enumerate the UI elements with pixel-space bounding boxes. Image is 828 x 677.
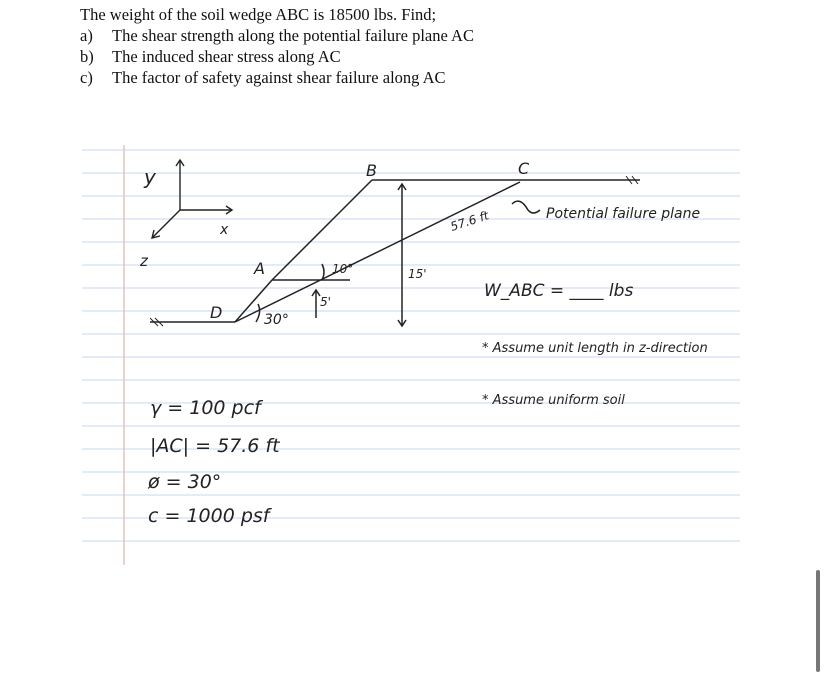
given-phi: ø = 30°: [148, 471, 222, 493]
given-gamma: γ = 100 pcf: [150, 397, 261, 419]
axis-z-label: z: [140, 252, 148, 270]
question-a-text: The shear strength along the potential failure plane AC: [112, 26, 474, 45]
question-b-label: b): [80, 47, 94, 66]
arc-30deg: [256, 304, 260, 322]
question-a-label: a): [80, 26, 93, 45]
assumption-unit-length: * Assume unit length in z-direction: [482, 341, 708, 356]
point-b-label: B: [366, 161, 377, 180]
height-15-label: 15': [408, 267, 427, 281]
question-c-label: c): [80, 68, 93, 87]
point-c-label: C: [518, 159, 530, 178]
point-a-label: A: [254, 259, 265, 278]
problem-intro: The weight of the soil wedge ABC is 18500 lbs. Find;: [80, 5, 437, 24]
question-c-text: The factor of safety against shear failure along AC: [112, 68, 446, 87]
angle-30-label: 30°: [264, 312, 289, 328]
angle-10-label: 10°: [332, 262, 354, 276]
failure-plane-ac: [235, 182, 520, 322]
failure-plane-note: Potential failure plane: [546, 206, 701, 222]
vertical-scrollbar[interactable]: [816, 570, 820, 672]
height-5-label: 5': [320, 295, 331, 309]
arc-10deg: [322, 264, 324, 280]
axis-x-label: x: [220, 222, 229, 238]
ground-hatching: [150, 176, 638, 326]
failure-plane-pointer: [512, 201, 540, 213]
length-ac-label: 57.6 ft: [448, 208, 491, 234]
given-ac-length: |AC| = 57.6 ft: [150, 435, 280, 457]
soil-wedge: [150, 180, 640, 326]
point-d-label: D: [210, 303, 223, 322]
assumption-uniform-soil: * Assume uniform soil: [482, 393, 625, 408]
weight-label: W_ABC = ____ lbs: [484, 281, 634, 301]
given-cohesion: c = 1000 psf: [148, 505, 270, 527]
question-b-text: The induced shear stress along AC: [112, 47, 341, 66]
axis-y-label: y: [144, 165, 156, 189]
